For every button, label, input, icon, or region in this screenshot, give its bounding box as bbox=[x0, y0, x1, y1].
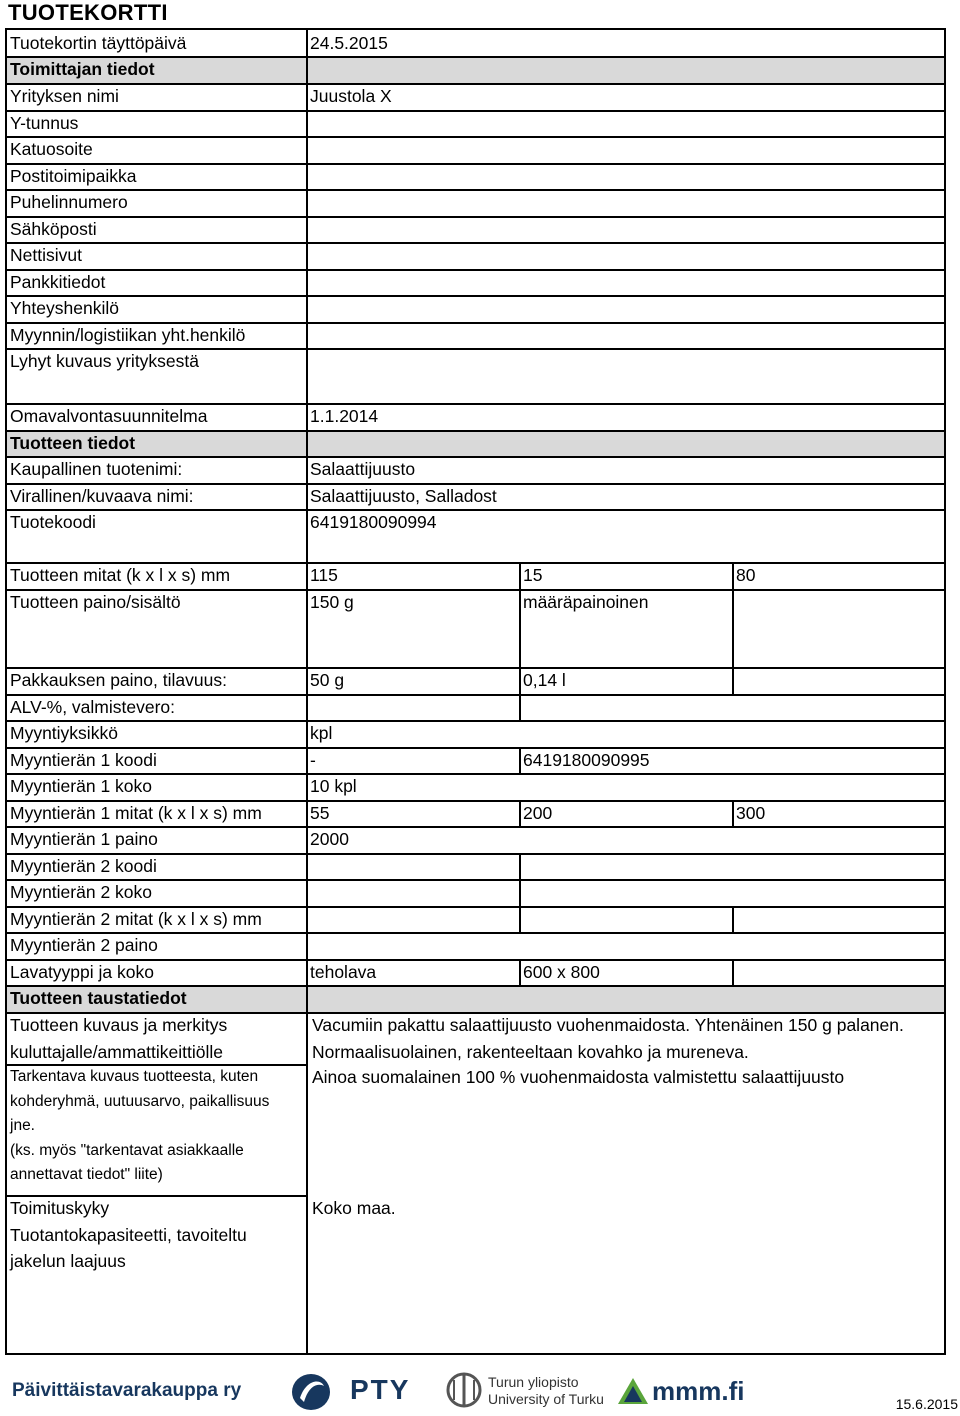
lot1_size-value: 10 kpl bbox=[310, 776, 357, 796]
column-border bbox=[732, 800, 734, 826]
sales_contact-label: Myynnin/logistiikan yht.henkilö bbox=[10, 325, 246, 345]
row-border bbox=[7, 483, 944, 485]
column-border bbox=[306, 30, 308, 1355]
row-border bbox=[7, 800, 944, 802]
row-border bbox=[7, 694, 944, 696]
logo-mmm: mmm.fi bbox=[652, 1376, 745, 1406]
dimensions-value-2: 15 bbox=[523, 565, 543, 585]
detailed-label-line: jne. bbox=[10, 1117, 35, 1134]
section-header-product_header: Tuotteen tiedot bbox=[7, 430, 307, 456]
row-border bbox=[7, 985, 944, 987]
row-border bbox=[7, 773, 944, 775]
row-border bbox=[7, 747, 944, 749]
pty-emblem-icon bbox=[290, 1372, 332, 1412]
university-turku-emblem-icon bbox=[446, 1370, 482, 1410]
row-border bbox=[7, 136, 944, 138]
row-border bbox=[7, 56, 944, 58]
detailed-value-line: Ainoa suomalainen 100 % vuohenmaidosta valmistettu salaattijuusto bbox=[312, 1067, 845, 1087]
logo-pty: PTY bbox=[350, 1374, 411, 1405]
delivery-label-line: jakelun laajuus bbox=[10, 1251, 126, 1271]
package-value-2: 0,14 l bbox=[523, 670, 566, 690]
column-border bbox=[732, 906, 734, 932]
section-header-fill bbox=[307, 430, 944, 456]
lot2_weight-label: Myyntierän 2 paino bbox=[10, 935, 158, 955]
row-border bbox=[7, 509, 944, 511]
row-border bbox=[7, 242, 944, 244]
vat-label: ALV-%, valmistevero: bbox=[10, 697, 176, 717]
row-border bbox=[7, 932, 944, 934]
postal-label: Postitoimipaikka bbox=[10, 166, 137, 186]
fill_date-label: Tuotekortin täyttöpäivä bbox=[10, 33, 187, 53]
sales_unit-value: kpl bbox=[310, 723, 333, 743]
footer bbox=[0, 1362, 960, 1416]
phone-label: Puhelinnumero bbox=[10, 192, 128, 212]
street-label: Katuosoite bbox=[10, 139, 93, 159]
package-label: Pakkauksen paino, tilavuus: bbox=[10, 670, 227, 690]
lot1_dims-label: Myyntierän 1 mitat (k x l x s) mm bbox=[10, 803, 262, 823]
trade_name-value: Salaattijuusto bbox=[310, 459, 416, 479]
page-title: TUOTEKORTTI bbox=[8, 0, 168, 25]
logo-pty-association: Päivittäistavarakauppa ry bbox=[12, 1380, 242, 1401]
column-border bbox=[519, 959, 521, 985]
column-border bbox=[732, 959, 734, 985]
weight-label: Tuotteen paino/sisältö bbox=[10, 592, 181, 612]
column-border bbox=[519, 667, 521, 694]
row-border bbox=[7, 1064, 307, 1066]
description-value-line: Vacumiin pakattu salaattijuusto vuohenmaidosta. Yhtenäinen 150 g palanen. bbox=[312, 1015, 904, 1035]
row-border bbox=[7, 403, 944, 405]
lot1_code-label: Myyntierän 1 koodi bbox=[10, 750, 157, 770]
row-border bbox=[7, 1195, 307, 1197]
section-header-supplier_header: Toimittajan tiedot bbox=[7, 56, 307, 83]
official_name-label: Virallinen/kuvaava nimi: bbox=[10, 486, 194, 506]
detailed-label-line: annettavat tiedot" liite) bbox=[10, 1166, 163, 1183]
fill_date-value: 24.5.2015 bbox=[310, 33, 388, 53]
column-border bbox=[519, 800, 521, 826]
dimensions-value-3: 80 bbox=[736, 565, 756, 585]
product-card-table bbox=[5, 28, 946, 1355]
footer-date: 15.6.2015 bbox=[895, 1396, 958, 1412]
row-border bbox=[7, 163, 944, 165]
row-border bbox=[7, 959, 944, 961]
delivery-label-line: Toimituskyky bbox=[10, 1198, 110, 1218]
package-value-1: 50 g bbox=[310, 670, 345, 690]
detailed-label-line: (ks. myös "tarkentavat asiakkaalle bbox=[10, 1141, 244, 1159]
product_code-value: 6419180090994 bbox=[310, 512, 437, 532]
detailed-label-line: Tarkentava kuvaus tuotteesta, kuten bbox=[10, 1068, 259, 1085]
trade_name-label: Kaupallinen tuotenimi: bbox=[10, 459, 183, 479]
dimensions-value-1: 115 bbox=[310, 565, 338, 585]
lot1_dims-value-3: 300 bbox=[736, 803, 766, 823]
column-border bbox=[732, 562, 734, 589]
column-border bbox=[519, 589, 521, 667]
row-border bbox=[7, 348, 944, 350]
company_name-value: Juustola X bbox=[310, 86, 392, 106]
row-border bbox=[7, 879, 944, 881]
lot1_dims-value-2: 200 bbox=[523, 803, 553, 823]
company_desc-label: Lyhyt kuvaus yrityksestä bbox=[10, 351, 200, 371]
row-border bbox=[7, 826, 944, 828]
company_name-label: Yrityksen nimi bbox=[10, 86, 119, 106]
weight-value-2: määräpainoinen bbox=[523, 592, 649, 612]
row-border bbox=[7, 589, 944, 591]
row-border bbox=[7, 906, 944, 908]
column-border bbox=[519, 879, 521, 906]
self_control-label: Omavalvontasuunnitelma bbox=[10, 406, 208, 426]
section-header-background_header: Tuotteen taustatiedot bbox=[7, 985, 307, 1012]
column-border bbox=[519, 562, 521, 589]
row-border bbox=[7, 83, 944, 85]
lot2_code-label: Myyntierän 2 koodi bbox=[10, 856, 157, 876]
row-border bbox=[7, 667, 944, 669]
row-border bbox=[7, 216, 944, 218]
description-label-line: Tuotteen kuvaus ja merkitys bbox=[10, 1015, 228, 1035]
column-border bbox=[519, 853, 521, 879]
lot1_weight-label: Myyntierän 1 paino bbox=[10, 829, 158, 849]
pallet-value-2: 600 x 800 bbox=[523, 962, 600, 982]
row-border bbox=[7, 189, 944, 191]
section-header-fill bbox=[307, 56, 944, 83]
delivery-value-line: Koko maa. bbox=[312, 1198, 396, 1218]
lot2_dims-label: Myyntierän 2 mitat (k x l x s) mm bbox=[10, 909, 262, 929]
contact-label: Yhteyshenkilö bbox=[10, 298, 119, 318]
pallet-label: Lavatyyppi ja koko bbox=[10, 962, 154, 982]
row-border bbox=[7, 720, 944, 722]
row-border bbox=[7, 456, 944, 458]
row-border bbox=[7, 562, 944, 564]
detailed-label-line: kohderyhmä, uutuusarvo, paikallisuus bbox=[10, 1092, 270, 1110]
column-border bbox=[519, 747, 521, 773]
delivery-label-line: Tuotantokapasiteetti, tavoiteltu bbox=[10, 1224, 247, 1245]
lot1_size-label: Myyntierän 1 koko bbox=[10, 776, 153, 796]
product_code-label: Tuotekoodi bbox=[10, 512, 96, 532]
row-border bbox=[7, 110, 944, 112]
logo-university-turku-en: University of Turku bbox=[488, 1391, 604, 1407]
column-border bbox=[732, 589, 734, 667]
row-border bbox=[7, 430, 944, 432]
lot1_dims-value-1: 55 bbox=[310, 803, 330, 823]
dimensions-label: Tuotteen mitat (k x l x s) mm bbox=[10, 565, 231, 585]
column-border bbox=[519, 906, 521, 932]
row-border bbox=[7, 295, 944, 297]
column-border bbox=[732, 667, 734, 694]
lot2_size-label: Myyntierän 2 koko bbox=[10, 882, 153, 902]
row-border bbox=[7, 322, 944, 324]
row-border bbox=[7, 853, 944, 855]
lot1_code-value-1: - bbox=[310, 750, 316, 770]
business_id-label: Y-tunnus bbox=[10, 113, 79, 133]
weight-value-1: 150 g bbox=[310, 592, 354, 612]
email-label: Sähköposti bbox=[10, 219, 97, 239]
column-border bbox=[519, 694, 521, 720]
bank-label: Pankkitiedot bbox=[10, 272, 106, 292]
self_control-value: 1.1.2014 bbox=[310, 406, 379, 426]
description-label-line: kuluttajalle/ammattikeittiölle bbox=[10, 1041, 224, 1062]
section-header-fill bbox=[307, 985, 944, 1012]
lot1_weight-value: 2000 bbox=[310, 829, 349, 849]
sales_unit-label: Myyntiyksikkö bbox=[10, 723, 118, 743]
logo-university-turku-fi: Turun yliopisto bbox=[488, 1374, 579, 1390]
official_name-value: Salaattijuusto, Salladost bbox=[310, 486, 497, 506]
pallet-value-1: teholava bbox=[310, 962, 377, 982]
row-border bbox=[7, 1012, 944, 1014]
website-label: Nettisivut bbox=[10, 245, 82, 265]
row-border bbox=[7, 269, 944, 271]
mmm-triangle-icon bbox=[616, 1376, 650, 1406]
lot1_code-value-2: 6419180090995 bbox=[523, 750, 650, 770]
description-value-line: Normaalisuolainen, rakenteeltaan kovahko ja mureneva. bbox=[312, 1041, 749, 1062]
